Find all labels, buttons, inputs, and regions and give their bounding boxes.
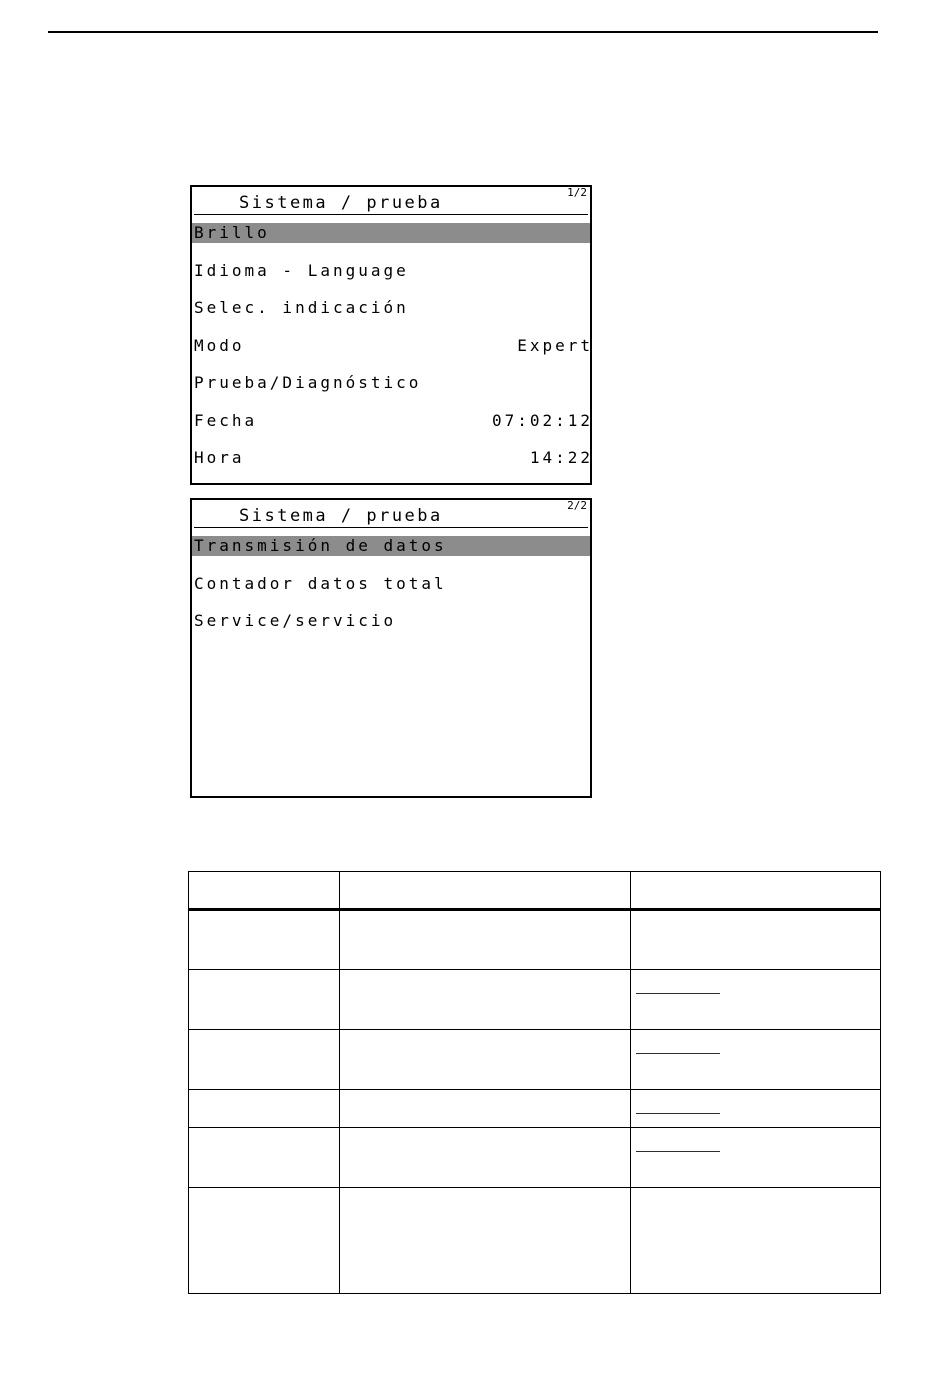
table-row	[189, 1090, 881, 1128]
table-cell	[340, 1090, 631, 1128]
menu-item-label: Idioma - Language	[194, 260, 409, 280]
menu-item-selec-indicacion[interactable]	[192, 298, 590, 318]
table-cell	[189, 1188, 340, 1294]
menu-item-value: Expert	[517, 335, 593, 355]
table-cell	[340, 970, 631, 1030]
table-cell	[189, 1030, 340, 1090]
menu-screen-page-2	[190, 498, 592, 798]
table-header-cell	[631, 872, 881, 910]
table-cell	[189, 970, 340, 1030]
menu-item-prueba-diagnostico[interactable]	[192, 373, 590, 393]
menu-item-label: Selec. indicación	[194, 298, 409, 317]
table-header-row	[189, 872, 881, 910]
table-cell	[631, 1188, 881, 1294]
menu-list	[192, 536, 590, 649]
submenu-table	[188, 871, 881, 1294]
menu-item-fecha[interactable]	[192, 410, 593, 431]
menu-screen-page-1	[190, 185, 592, 485]
menu-item-label: Hora	[194, 448, 245, 467]
menu-item-label: Prueba/Diagnóstico	[194, 373, 422, 392]
table-cell	[631, 1090, 881, 1128]
table-cell	[189, 1128, 340, 1188]
table-cell	[340, 1128, 631, 1188]
screen-title: Sistema / prueba	[194, 504, 588, 528]
table-cell	[631, 910, 881, 970]
page-indicator: 1/2	[567, 186, 587, 199]
menu-item-contador-datos-total[interactable]	[192, 574, 590, 594]
table-row	[189, 1128, 881, 1188]
menu-item-label: Modo	[194, 335, 245, 355]
table-cell	[631, 970, 881, 1030]
table-row	[189, 970, 881, 1030]
table-header-cell	[340, 872, 631, 910]
header-rule	[48, 31, 878, 33]
menu-item-label: Service/servicio	[194, 611, 397, 630]
menu-item-label: Contador datos total	[194, 573, 447, 593]
menu-item-service[interactable]	[192, 611, 590, 631]
menu-item-label: Brillo	[194, 223, 270, 242]
cross-reference-link[interactable]	[636, 1112, 720, 1114]
table-cell	[631, 1030, 881, 1090]
cross-reference-link[interactable]	[636, 992, 720, 994]
table-cell	[340, 910, 631, 970]
menu-item-transmision-datos[interactable]	[192, 536, 590, 556]
table-cell	[631, 1128, 881, 1188]
menu-item-idioma[interactable]	[192, 261, 590, 281]
page-indicator: 2/2	[567, 499, 587, 512]
cross-reference-link[interactable]	[636, 1150, 720, 1152]
table-row	[189, 1030, 881, 1090]
table-cell	[189, 1090, 340, 1128]
cross-reference-link[interactable]	[636, 1052, 720, 1054]
table-cell	[189, 910, 340, 970]
menu-item-value: 14:22	[529, 448, 593, 467]
menu-list	[192, 223, 593, 486]
table-header-cell	[189, 872, 340, 910]
menu-item-value: 07:02:12	[491, 410, 593, 430]
table-cell	[340, 1188, 631, 1294]
menu-item-brillo[interactable]	[192, 223, 590, 243]
menu-item-modo[interactable]	[192, 335, 593, 356]
table-row	[189, 910, 881, 970]
table-cell	[340, 1030, 631, 1090]
table-row	[189, 1188, 881, 1294]
menu-item-label: Transmisión de datos	[194, 536, 447, 555]
screen-title: Sistema / prueba	[194, 191, 588, 215]
menu-item-label: Fecha	[194, 410, 258, 430]
menu-item-hora[interactable]	[192, 448, 593, 468]
